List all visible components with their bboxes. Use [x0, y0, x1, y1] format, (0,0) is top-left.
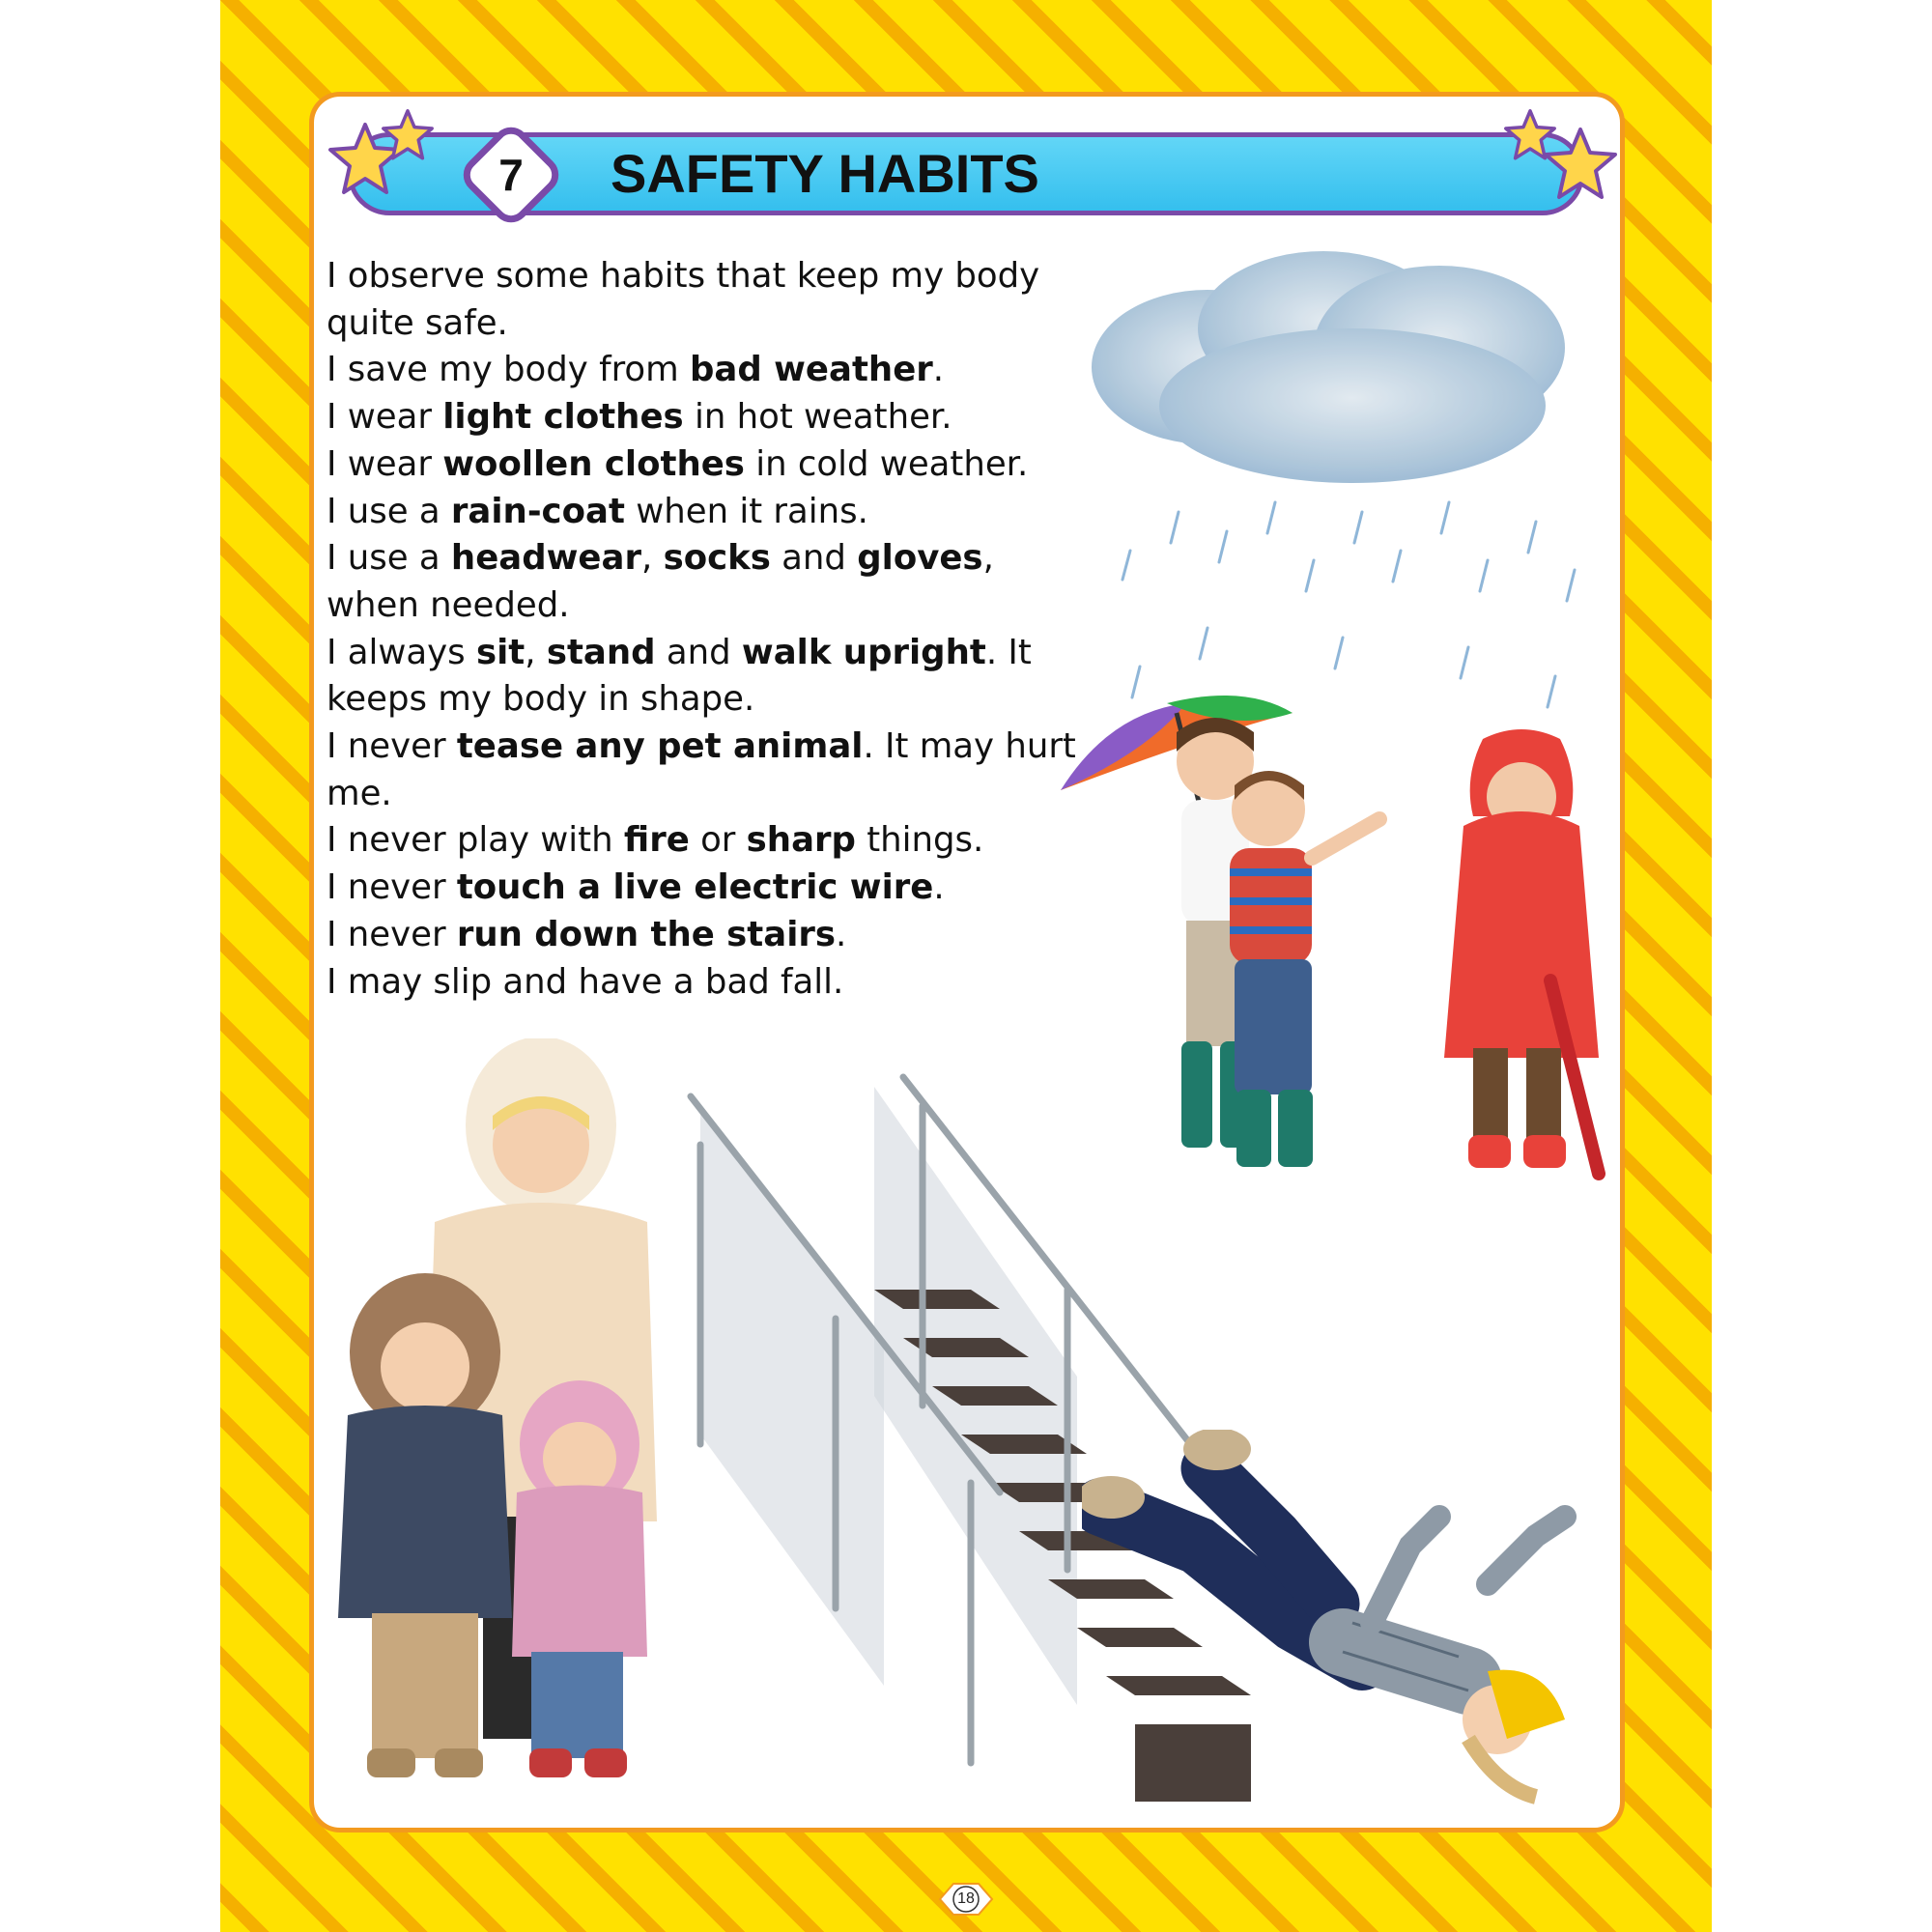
text-line — [327, 394, 1099, 441]
emphasis-text: tease any pet animal — [456, 726, 864, 767]
text-line — [327, 535, 1099, 582]
text-line — [327, 630, 1099, 677]
text-run: I never — [327, 726, 457, 767]
person-falling-down-stairs-icon — [1082, 1430, 1594, 1806]
text-line — [327, 347, 1099, 394]
text-line — [327, 489, 1099, 536]
page-number: 18 — [957, 1890, 975, 1907]
lesson-number: 7 — [498, 150, 524, 200]
text-run: I save my body from — [327, 350, 690, 390]
text-line — [327, 912, 1099, 959]
text-run: . It may hurt — [863, 726, 1076, 767]
emphasis-text: walk upright — [741, 632, 986, 672]
text-run: in hot weather. — [683, 397, 952, 438]
text-run: . — [933, 867, 945, 908]
emphasis-text: light clothes — [442, 397, 684, 438]
child-in-raincoat-icon — [1435, 729, 1608, 1188]
page-number-badge — [932, 1880, 1000, 1918]
text-run: . — [932, 350, 945, 390]
star-icon — [1542, 126, 1619, 203]
emphasis-text: run down the stairs — [456, 914, 837, 954]
emphasis-text: woollen clothes — [442, 443, 745, 484]
emphasis-text: bad weather — [690, 350, 933, 390]
text-run: and — [655, 632, 742, 672]
text-run: me. — [327, 773, 392, 813]
text-run: I may slip and have a bad fall. — [327, 961, 844, 1002]
text-line — [327, 959, 1099, 1007]
text-line — [327, 724, 1099, 771]
text-run: I always — [327, 632, 476, 672]
text-line — [327, 865, 1099, 912]
text-line — [327, 582, 1099, 630]
text-run: things. — [855, 820, 984, 861]
text-line — [327, 300, 1099, 348]
emphasis-text: gloves — [857, 538, 983, 579]
text-run: keeps my body in shape. — [327, 679, 755, 720]
text-line — [327, 676, 1099, 724]
emphasis-text: socks — [663, 538, 771, 579]
lesson-number-badge — [454, 118, 568, 232]
text-run: I never play with — [327, 820, 624, 861]
text-line — [327, 771, 1099, 818]
text-run: I use a — [327, 538, 451, 579]
text-run: , — [982, 538, 994, 579]
text-run: I never — [327, 867, 457, 908]
emphasis-text: touch a live electric wire — [456, 867, 934, 908]
text-run: when it rains. — [624, 491, 868, 531]
emphasis-text: fire — [623, 820, 690, 861]
text-run: I observe some habits that keep my body — [327, 256, 1040, 296]
text-line — [327, 253, 1099, 300]
emphasis-text: stand — [546, 632, 656, 672]
text-run: quite safe. — [327, 302, 508, 343]
family-in-winter-clothes-icon — [338, 1038, 696, 1787]
emphasis-text: sit — [475, 632, 526, 672]
text-run: . It — [985, 632, 1032, 672]
text-line — [327, 441, 1099, 489]
body-text — [327, 253, 1099, 1006]
text-run: when needed. — [327, 584, 570, 625]
text-run: in cold weather. — [744, 443, 1029, 484]
star-icon — [381, 108, 435, 162]
text-run: or — [689, 820, 747, 861]
text-run: and — [770, 538, 858, 579]
emphasis-text: sharp — [746, 820, 856, 861]
text-run: , — [640, 538, 664, 579]
rain-cloud-icon — [1072, 242, 1613, 724]
text-line — [327, 817, 1099, 865]
text-run: , — [525, 632, 547, 672]
text-run: . — [836, 914, 847, 954]
emphasis-text: rain-coat — [450, 491, 625, 531]
emphasis-text: headwear — [450, 538, 641, 579]
page-title: SAFETY HABITS — [611, 143, 1039, 204]
text-run: I wear — [327, 397, 443, 438]
text-run: I use a — [327, 491, 451, 531]
text-run: I wear — [327, 443, 443, 484]
text-run: I never — [327, 914, 457, 954]
